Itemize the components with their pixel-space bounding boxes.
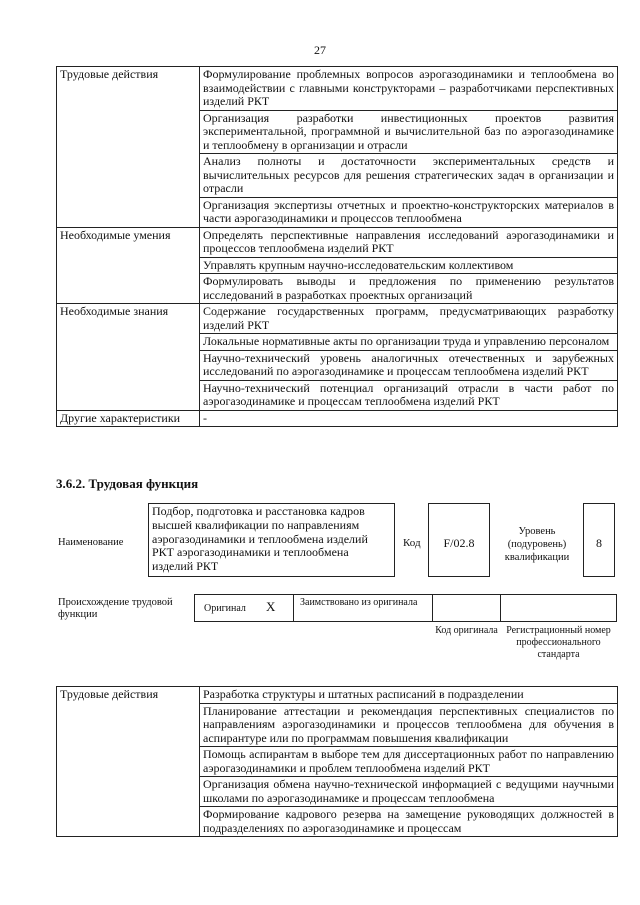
table-cell: Разработка структуры и штатных расписаний в подразделении (200, 687, 618, 704)
origin-label: Происхождение трудовой функции (58, 597, 173, 620)
labor-actions-table (56, 686, 618, 837)
origin-code-cell (432, 594, 501, 622)
table-row (57, 227, 618, 257)
table-cell: - (200, 410, 618, 427)
table-cell: Помощь аспирантам в выборе тем для диссертационных работ по направлению аэрогазодинамики и проблем теплообмена изделий РКТ (200, 747, 618, 777)
table-row (57, 410, 618, 427)
table-cell: Локальные нормативные акты по организации труда и управлению персоналом (200, 334, 618, 351)
table-cell: Управлять крупным научно-исследовательским коллективом (200, 257, 618, 274)
table-row (57, 304, 618, 334)
requirements-table (56, 66, 618, 427)
table-cell: Планирование аттестации и рекомендация перспективных специалистов по направлениям аэрогазодинамики и процессов теплообмена для обучения в аспирантуре или по программам повышения квалификации (200, 703, 618, 747)
table-row (57, 67, 618, 111)
borrowed-text: Заимствовано из оригинала (300, 597, 418, 608)
page-number: 27 (314, 43, 326, 57)
table-row (57, 687, 618, 704)
qualification-level-box: 8 (583, 503, 615, 577)
row-label: Необходимые умения (57, 227, 200, 304)
code-box: F/02.8 (428, 503, 490, 577)
table-cell: Анализ полноты и достаточности экспериментальных средств и вычислительных ресурсов для решения стратегических задач в организации и отрасли (200, 154, 618, 198)
row-label: Трудовые действия (57, 687, 200, 837)
code-label: Код (403, 537, 421, 549)
table-cell: Научно-технический уровень аналогичных отечественных и зарубежных исследований по аэрогазодинамике и процессам теплообмена изделий РКТ (200, 350, 618, 380)
table-cell: Содержание государственных программ, предусматривающих разработку изделий РКТ (200, 304, 618, 334)
code-origin-caption: Код оригинала (435, 625, 498, 636)
row-label: Необходимые знания (57, 304, 200, 411)
reg-number-caption: Регистрационный номер профессионального стандарта (506, 625, 611, 660)
table-cell: Организация разработки инвестиционных проектов развития экспериментальной, программной и вычислительной баз по аэрогазодинамике и теплообмену в организации и отрасли (200, 110, 618, 154)
table-cell: Формулировать выводы и предложения по применению результатов исследований в разработках проектных организаций (200, 274, 618, 304)
reg-number-cell (500, 594, 617, 622)
qualification-level-label: Уровень (подуровень) квалификации (504, 526, 570, 563)
table-cell: Научно-технический потенциал организаций отрасли в части работ по аэрогазодинамике и процессам теплообмена изделий РКТ (200, 380, 618, 410)
table-cell: Формулирование проблемных вопросов аэрогазодинамики и теплообмена во взаимодействии с главными конструкторами – разработчиками перспективных изделий РКТ (200, 67, 618, 111)
table-cell: Организация обмена научно-технической информацией с ведущими научными школами по аэрогазодинамике и процессам теплообмена (200, 777, 618, 807)
original-mark: X (266, 599, 276, 614)
function-name-box: Подбор, подготовка и расстановка кадров высшей квалификации по направлениям аэрогазодинамики и теплообмена изделий РКТ аэрогазодинамики и теплообмена изделий РКТ (148, 503, 395, 577)
table-cell: Определять перспективные направления исследований аэрогазодинамики и процессов теплообмена изделий РКТ (200, 227, 618, 257)
original-text: Оригинал (204, 603, 246, 614)
row-label: Трудовые действия (57, 67, 200, 228)
table-cell: Формирование кадрового резерва на замещение руководящих должностей в подразделениях по аэрогазодинамике и процессам (200, 807, 618, 837)
section-title: 3.6.2. Трудовая функция (56, 476, 199, 491)
table-cell: Организация экспертизы отчетных и проектно-конструкторских материалов в части аэрогазодинамики и процессов теплообмена (200, 197, 618, 227)
name-label: Наименование (58, 537, 124, 548)
row-label: Другие характеристики (57, 410, 200, 427)
